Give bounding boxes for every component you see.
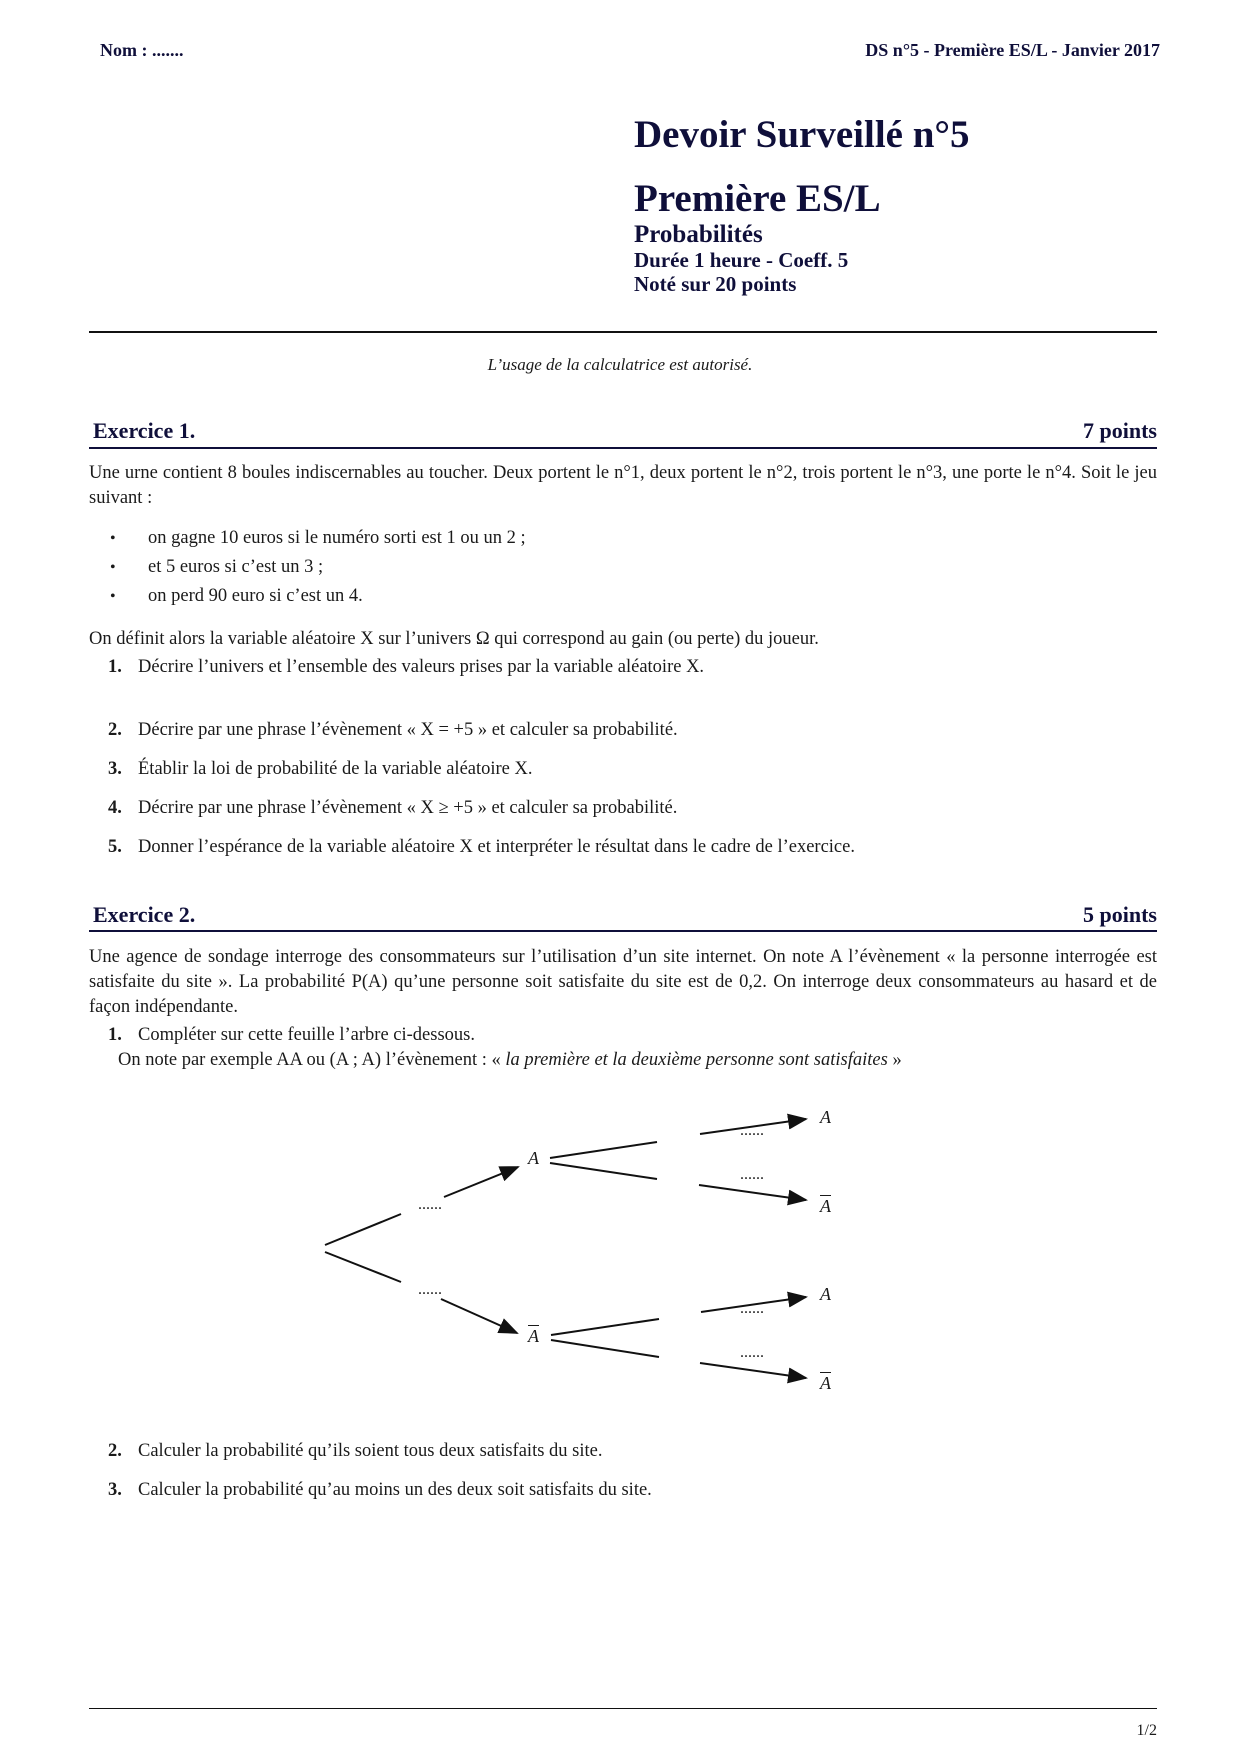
- list-item: • on perd 90 euro si c’est un 4.: [110, 586, 363, 606]
- duration: Durée 1 heure - Coeff. 5: [634, 248, 849, 272]
- class-name: Première ES/L: [634, 177, 881, 220]
- footer-rule: [89, 1708, 1157, 1709]
- list-item: • on gagne 10 euros si le numéro sorti est 1 ou un 2 ;: [110, 528, 526, 548]
- exercise1-question: 1. Décrire l’univers et l’ensemble des valeurs prises par la variable aléatoire X.: [108, 657, 705, 677]
- tree-blank-a-abar[interactable]: ......: [740, 1166, 764, 1183]
- exam-info: DS n°5 - Première ES/L - Janvier 2017: [865, 40, 1160, 60]
- tree-leaf-abara: A: [820, 1284, 831, 1304]
- exercise2-question: 2. Calculer la probabilité qu’ils soient tous deux satisfaits du site.: [108, 1441, 603, 1461]
- tree-leaf-abarabar: $\overline{A}$: [820, 1373, 831, 1393]
- exercise2-title: Exercice 2.: [93, 902, 196, 927]
- list-item: • et 5 euros si c’est un 3 ;: [110, 557, 324, 577]
- exercise2-question: 1. Compléter sur cette feuille l’arbre ci-dessous.: [108, 1025, 475, 1045]
- tree-node-abar: $\overline{A}$: [528, 1326, 539, 1346]
- student-name-field: Nom : .......: [100, 40, 184, 60]
- exercise2-q1-note: On note par exemple AA ou (A ; A) l’évènement : « la première et la deuxième personne sont satisfaites »: [118, 1050, 902, 1070]
- exercise1-points: 7 points: [1083, 418, 1157, 443]
- tree-blank-abar-abar[interactable]: ......: [740, 1344, 764, 1361]
- grading: Noté sur 20 points: [634, 272, 797, 296]
- tree-blank-a-a[interactable]: ......: [740, 1122, 764, 1139]
- exercise1-title: Exercice 1.: [93, 418, 196, 443]
- exercise1-intro: Une urne contient 8 boules indiscernables au toucher. Deux portent le n°1, deux portent le n°2, trois portent le n°3, une porte le n°4. Soit le jeu suivant :: [89, 463, 1157, 508]
- bullet-icon: •: [110, 587, 116, 605]
- exercise1-question: 5. Donner l’espérance de la variable aléatoire X et interpréter le résultat dans le cadre de l’exercice.: [108, 837, 855, 857]
- exercise2-points: 5 points: [1083, 902, 1157, 927]
- bullet-icon: •: [110, 529, 116, 547]
- tree-leaf-aabar: $\overline{A}$: [820, 1196, 831, 1216]
- tree-leaf-aa: A: [820, 1107, 831, 1127]
- tree-node-a: A: [528, 1148, 539, 1168]
- bullet-icon: •: [110, 558, 116, 576]
- exercise1-question: 3. Établir la loi de probabilité de la variable aléatoire X.: [108, 759, 533, 779]
- tree-blank-abar-a[interactable]: ......: [740, 1300, 764, 1317]
- exam-title: Devoir Surveillé n°5: [634, 113, 970, 156]
- exercise2-question: 3. Calculer la probabilité qu’au moins un des deux soit satisfaits du site.: [108, 1480, 652, 1500]
- tree-blank-p-abar[interactable]: ......: [418, 1281, 442, 1298]
- subject: Probabilités: [634, 221, 763, 248]
- exercise2-intro: Une agence de sondage interroge des consommateurs sur l’utilisation d’un site internet. On note A l’évènement « la personne interrogée est satisfaite du site ». La probabilité P(A) qu’une personne soit satisfaite du site est de 0,2. On interroge deux consommateurs au hasard et de façon indépendante.: [89, 947, 1157, 1017]
- page-number: 1/2: [1136, 1722, 1157, 1739]
- exercise1-question: 2. Décrire par une phrase l’évènement « X = +5 » et calculer sa probabilité.: [108, 720, 678, 740]
- calculator-note: L’usage de la calculatrice est autorisé.: [487, 355, 753, 374]
- exercise1-definition: On définit alors la variable aléatoire X sur l’univers Ω qui correspond au gain (ou perte) du joueur.: [89, 629, 819, 649]
- tree-blank-p-a[interactable]: ......: [418, 1196, 442, 1213]
- exercise1-question: 4. Décrire par une phrase l’évènement « X ≥ +5 » et calculer sa probabilité.: [108, 798, 678, 818]
